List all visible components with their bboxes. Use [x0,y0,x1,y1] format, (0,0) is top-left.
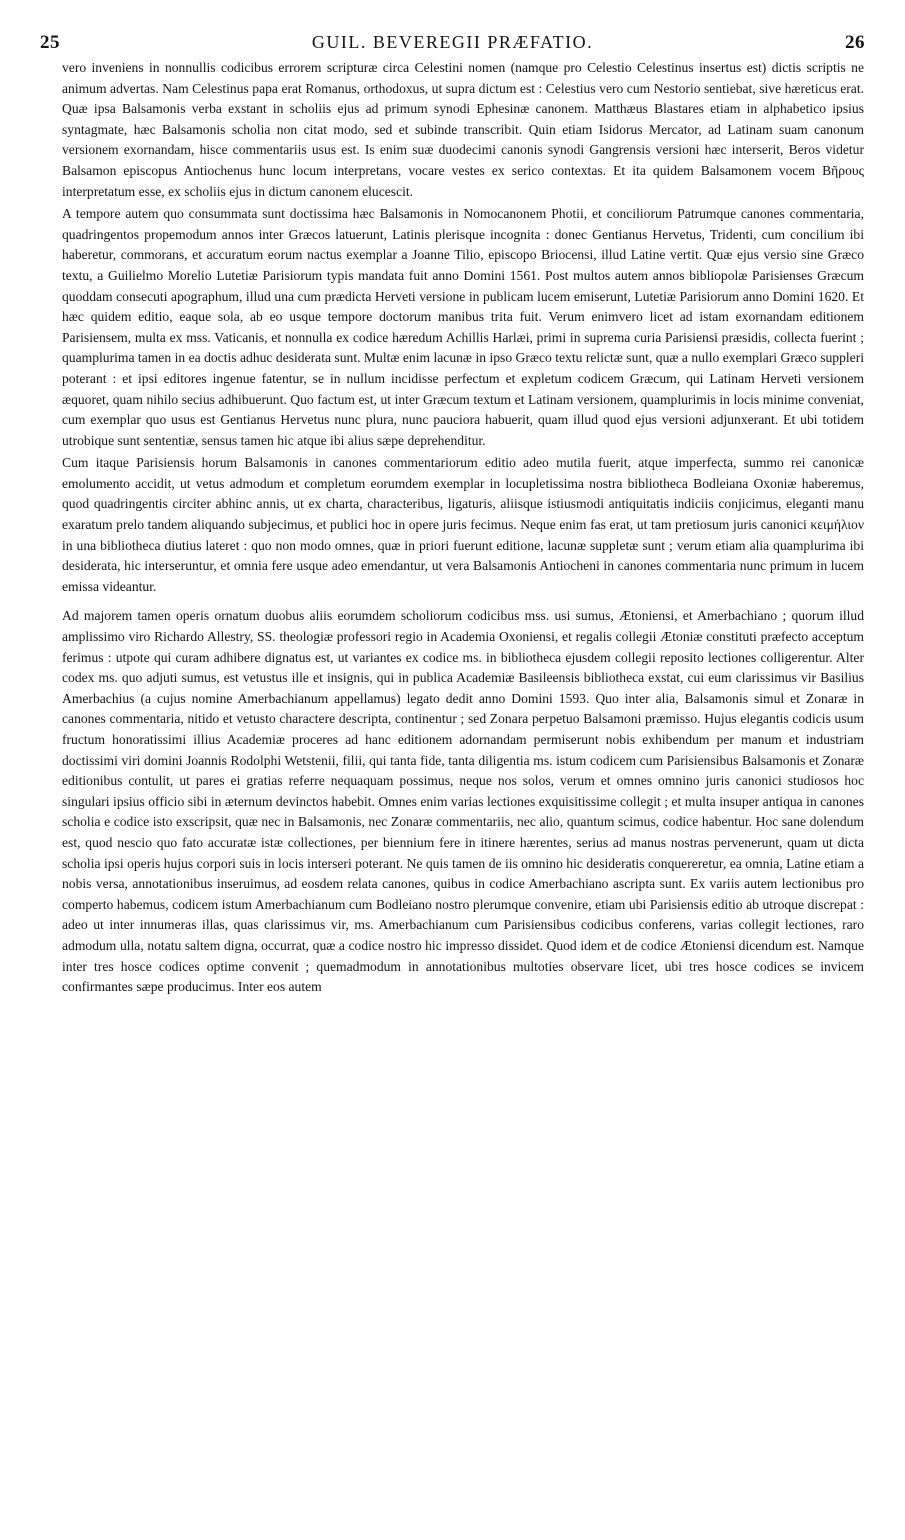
paragraph-bodleian-codex: Cum itaque Parisiensis horum Balsamonis in canones commentariorum editio adeo mutila fuerit, atque imperfecta, summo rei canonicæ emolumento accidit, ut vetus admodum et completum eorumdem exemplar in locupletissima nostra bibliotheca Bodleiana Oxoniæ haberemus, quod quadringentis circiter abhinc annis, ut ex charta, characteribus, ligaturis, aliisque istiusmodi antiquitatis indiciis conjicimus, eleganti manu exaratum prelo tandem aliquando subjecimus, et publici hoc in opere juris fecimus. Neque enim fas erat, ut tam pretiosum juris canonici κειμήλιον in una bibliotheca diutius lateret : quo non modo omnes, quæ in priori fuerunt editione, lacunæ suppletæ sunt ; verum etiam alia quamplurima ibi desiderata, hic interseruntur, et omnia fere usque adeo emendantur, ut vera Balsamonis Antiocheni in canones commentaria nunc primum in lucem emissa videantur. [62,455,864,594]
running-header [40,32,865,58]
paragraph-gap [62,597,864,606]
body-text [62,58,864,998]
paragraph-balsamon-history: A tempore autem quo consummata sunt doctissima hæc Balsamonis in Nomocanonem Photii, et conciliorum Patrumque canones commentaria, quadringentos propemodum annos inter Græcos latuerunt, Latinis plerisque incognita : donec Gentianus Hervetus, Tridenti, cum concilium ibi haberetur, commorans, et accuratum eorum nactus exemplar a Joanne Tilio, episcopo Briocensi, illud Latine vertit. Quæ ejus versio sine Græco textu, a Guilielmo Morelio Lutetiæ Parisiorum typis mandata fuit anno Domini 1561. Post multos autem annos bibliopolæ Parisienses Græcum quoddam consecuti apographum, illud una cum prædicta Herveti versione in publicam lucem emiserunt, Lutetiæ Parisiorum anno Domini 1620. Et hæc quidem editio, eaque sola, ab eo usque tempore doctorum manibus trita fuit. Verum enimvero licet ad istam exornandam editionem Parisiensem, multa ex mss. Vaticanis, et nonnulla ex codice hæredum Achillis Harlæi, primi in suprema curia Parisiensi præsidis, collecta fuerint ; quamplurima tamen in ea doctis adhuc desiderata sunt. Multæ enim lacunæ in ipso Græco textu relictæ sunt, quæ a nullo exemplari Græco suppleri poterant : et ipsi editores ingenue fatentur, se in nullum incidisse perfectum et expletum codicem Græcum, qui Latinam Herveti versionem æquoret, quam nihilo secius adhibuerunt. Quo factum est, ut inter Græcum textum et Latinam versionem, quamplurimis in locis minime conveniat, cum exemplar quo usus est Gentianus Hervetus nunc plura, nunc pauciora habuerit, quam illud quod ejus versioni adjunxerant. Et ubi totidem utrobique sunt sententiæ, sensus tamen hic atque ibi alius sæpe deprehenditur. [62,206,864,448]
right-page-number: 26 [844,32,865,53]
paragraph-continuation: vero inveniens in nonnullis codicibus errorem scripturæ circa Celestini nomen (namque pro Celestio Celestinus insertus est) dictis scriptis ne animum advertas. Nam Celestinus papa erat Romanus, orthodoxus, ut supra dictum est : Celestius vero cum Nestorio sentiebat, sive hæreticus erat. Quæ ipsa Balsamonis verba exstant in scholiis ejus ad primum synodi Ephesinæ canonem. Matthæus Blastares etiam in alphabetico ipsius syntagmate, hæc Balsamonis scholia non citat modo, sed et subinde transcribit. Quin etiam Isidorus Mercator, ad Latinam suam canonum versionem exornandam, hisce commentariis usus est. Is enim suæ duodecimi canonis synodi Gangrensis versioni hæc interserit, Beros videtur Balsamon episcopus Antiochenus hunc locum interpretans, vocare vestes ex serico contextas. Et ita quidem Balsamonem vocem Βῆρους interpretatum esse, ex scholiis ejus in dictum canonem elucescit. [62,60,864,199]
running-title: GUIL. BEVEREGII PRÆFATIO. [311,32,594,52]
paragraph-other-codices: Ad majorem tamen operis ornatum duobus aliis eorumdem scholiorum codicibus mss. usi sumus, Ætoniensi, et Amerbachiano ; quorum illud amplissimo viro Richardo Allestry, SS. theologiæ professori regio in Academia Oxoniensi, et regalis collegii Ætoniæ constituti præfecto acceptum ferimus : utpote qui curam adhibere dignatus est, ut variantes ex codice ms. in bibliotheca ejusdem collegii reposito lectiones colligerentur. Alter codex ms. quo adjuti sumus, est vetustus ille et insignis, qui in publica Academiæ Basileensis bibliotheca exstat, cui eum clarissimus vir Basilius Amerbachius (a cujus nomine Amerbachianum appellamus) legato dedit anno Domini 1593. Quo inter alia, Balsamonis simul et Zonaræ in canones commentaria, nitido et vetusto charactere descripta, continentur ; sed Zonara perpetuo Balsamoni præmisso. Hujus elegantis codicis usum fructum honoratissimi illius Academiæ proceres ad hanc editionem adornandam permiserunt nobis exhibendum per manum et industriam doctissimi viri domini Joannis Rodolphi Wetstenii, filii, qui tanta fide, tanta diligentia ms. istum codicem cum Parisiensibus Balsamonis et Zonaræ editionibus contulit, ut pares ei gratias referre nequaquam possimus, neque nos solos, verum et omnes omnino juris canonici studiosos hoc singulari ipsius officio sibi in æternum devinctos habebit. Omnes enim varias lectiones exquisitissime collegit ; et multa insuper antiqua in canones scholia e codice isto exscripsit, quæ nec in Balsamonis, nec Zonaræ commentariis, nec alio, quantum scimus, codice habentur. Hoc sane dolendum est, quod nescio quo fato accuratæ istæ collectiones, per biennium fere in itinere hærentes, serius ad manus nostras pervenerunt, quam ut dicta scholia ipsi operis hujus corpori suis in locis interseri poterant. Ne quis tamen de iis omnino hic desideratis conquereretur, ea omnia, Latine etiam a nobis versa, annotationibus inseruimus, ad eosdem relata canones, quibus in codice Amerbachiano ascripta sunt. Ex variis autem lectionibus pro comperto habemus, codicem istum Amerbachianum cum Bodleiano nostro plerumque convenire, etiam ubi Parisiensis editio ab utroque discrepat : adeo ut inter innumeras illas, quas clarissimus vir, ms. Amerbachianum cum Parisiensibus codicibus conferens, varias collegit lectiones, raro admodum ulla, notatu saltem digna, occurrat, quæ a codice nostro hic impresso dissidet. Quod idem et de codice Ætoniensi dicendum est. Namque inter tres hosce codices optime convenit ; quemadmodum in annotationibus multoties observare licet, ubi tres hosce codices se invicem confirmantes sæpe producimus. Inter eos autem [62,608,864,995]
left-page-number: 25 [40,32,60,53]
